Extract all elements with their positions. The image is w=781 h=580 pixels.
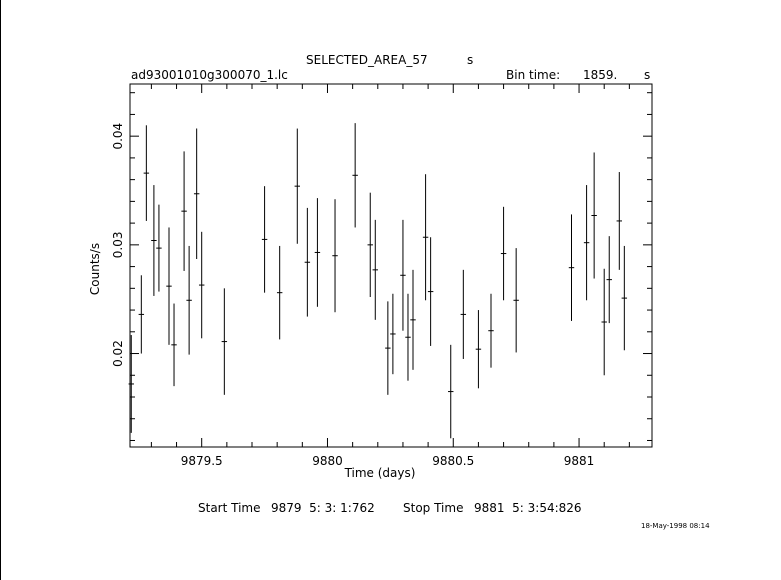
start-time-label: Start Time xyxy=(198,501,261,515)
y-tick-label: 0.03 xyxy=(111,231,125,259)
data-point xyxy=(373,220,378,320)
data-point xyxy=(607,236,612,323)
x-tick-label: 9880.5 xyxy=(432,454,475,468)
y-tick-label: 0.04 xyxy=(111,122,125,150)
data-point xyxy=(617,172,622,270)
data-point xyxy=(151,185,156,296)
data-point xyxy=(385,301,390,394)
data-point xyxy=(488,294,493,368)
data-point xyxy=(262,186,267,293)
data-point xyxy=(156,205,161,292)
start-time-value: 9879 5: 3: 1:762 xyxy=(271,501,375,515)
data-point xyxy=(129,335,134,433)
data-point xyxy=(352,123,357,227)
data-point xyxy=(622,246,627,350)
stop-time-value: 9881 5: 3:54:826 xyxy=(474,501,582,515)
data-point xyxy=(405,294,410,381)
data-point xyxy=(194,129,199,259)
data-point xyxy=(601,269,606,376)
data-point xyxy=(222,288,227,395)
data-point xyxy=(476,310,481,388)
object-unit: s xyxy=(467,53,474,67)
x-tick-label: 9881 xyxy=(563,454,595,468)
data-points xyxy=(129,123,628,438)
data-point xyxy=(368,193,373,297)
data-point xyxy=(591,152,596,278)
y-tick-labels xyxy=(111,123,125,367)
axis-ticks xyxy=(130,84,652,447)
bin-time-unit: s xyxy=(644,68,651,82)
data-point xyxy=(569,214,574,321)
data-point xyxy=(428,237,433,346)
data-point xyxy=(305,208,310,317)
plot-frame xyxy=(130,84,652,447)
data-point xyxy=(171,304,176,387)
data-point xyxy=(501,207,506,300)
file-name: ad93001010g300070_1.lc xyxy=(131,68,288,82)
data-point xyxy=(199,232,204,339)
data-point xyxy=(315,198,320,307)
x-axis-title: Time (days) xyxy=(344,466,416,480)
y-axis-title: Counts/s xyxy=(88,242,102,296)
data-point xyxy=(448,345,453,438)
bin-time-value: 1859. xyxy=(583,68,618,82)
data-point xyxy=(277,246,282,339)
data-point xyxy=(186,246,191,355)
stop-time-label: Stop Time xyxy=(403,501,464,515)
data-point xyxy=(390,294,395,374)
data-point xyxy=(166,227,171,344)
data-point xyxy=(144,125,149,221)
data-point xyxy=(410,270,415,370)
data-point xyxy=(513,248,518,352)
y-tick-label: 0.02 xyxy=(111,340,125,367)
data-point xyxy=(423,174,428,300)
object-name: SELECTED_AREA_57 xyxy=(306,53,428,67)
x-tick-label: 9879.5 xyxy=(180,454,223,468)
data-point xyxy=(461,270,466,359)
data-point xyxy=(295,129,300,244)
x-tick-label: 9880 xyxy=(312,454,343,468)
data-point xyxy=(584,185,589,300)
data-point xyxy=(332,199,337,312)
date-stamp: 18-May-1998 08:14 xyxy=(641,522,710,530)
data-point xyxy=(139,275,144,353)
data-point xyxy=(400,220,405,331)
data-point xyxy=(181,151,186,271)
bin-time-label: Bin time: xyxy=(506,68,561,82)
